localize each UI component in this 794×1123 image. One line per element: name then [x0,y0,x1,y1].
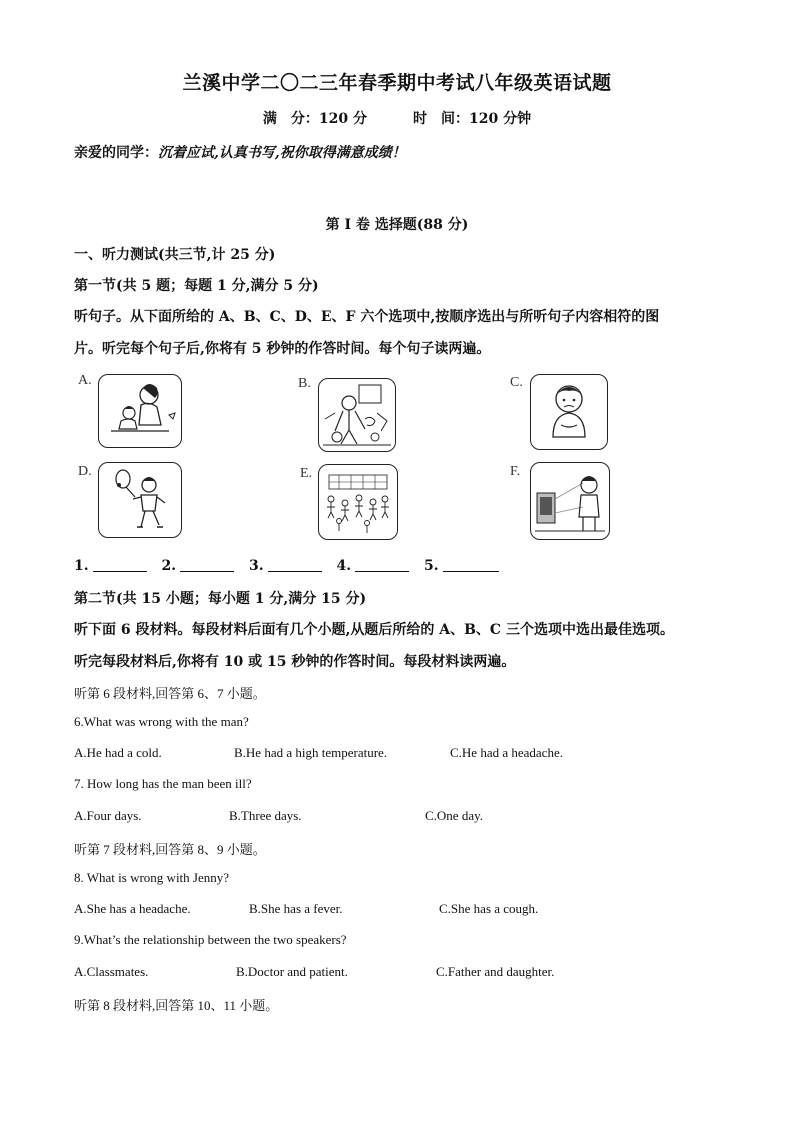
question-7-option-c[interactable]: C.One day. [425,808,484,823]
picture-letter-a: A. [78,373,92,388]
question-9: 9.What’s the relationship between the two speakers? [74,932,347,947]
answer-blank-5[interactable] [443,557,499,572]
section1-instruction-2: 片。听完每个句子后,你将有 5 秒钟的作答时间。每个句子读两遍。 [74,341,491,357]
blank-item: 4. [337,557,410,574]
greeting-prefix: 亲爱的同学： [74,145,158,161]
boy-watching-tv-icon [531,463,609,539]
messy-room-picture [318,378,396,452]
question-8-option-a[interactable]: A.She has a headache. [74,901,191,916]
tennis-player-icon [99,463,181,537]
picture-letter-e: E. [300,466,313,481]
material-note: 听第 8 段材料,回答第 10、11 小题。 [74,998,279,1013]
question-8: 8. What is wrong with Jenny? [74,870,230,885]
section2-instruction-1: 听下面 6 段材料。每段材料后面有几个小题,从题后所给的 A、B、C 三个选项中选出最佳选项。 [74,622,674,638]
answer-blank-4[interactable] [355,557,409,572]
picture-letter-d: D. [78,464,92,479]
material-note: 听第 7 段材料,回答第 8、9 小题。 [74,842,266,857]
crowd-icon [319,465,397,539]
question-8-option-c[interactable]: C.She has a cough. [439,901,539,916]
part1-title: 一、听力测试(共三节,计 25 分) [74,247,276,263]
blank-item: 5. [424,557,499,574]
question-7-option-b[interactable]: B.Three days. [229,808,302,823]
sick-boy-picture [530,374,608,450]
picture-letter-c: C. [510,375,523,390]
tennis-player-picture [98,462,182,538]
question-8-option-b[interactable]: B.She has a fever. [249,901,343,916]
question-9-option-a[interactable]: A.Classmates. [74,964,149,979]
greeting-text: 沉着应试,认真书写,祝你取得满意成绩！ [158,145,406,161]
greeting [74,142,406,162]
picture-letter-b: B. [298,376,311,391]
mother-child-study-picture [98,374,182,448]
material-note: 听第 6 段材料,回答第 6、7 小题。 [74,686,266,701]
answer-blank-2[interactable] [180,557,234,572]
full-score: 满 分：120 分 [262,111,367,127]
exam-time: 时 间：120 分钟 [413,111,532,127]
volume-title: 第 I 卷 选择题(88 分) [325,217,469,233]
question-7-option-a[interactable]: A.Four days. [74,808,142,823]
crowd-picture [318,464,398,540]
answer-blanks [74,557,509,574]
blank-item: 1. [74,557,147,574]
answer-blank-1[interactable] [93,557,147,572]
blank-item: 3. [249,557,322,574]
boy-watching-tv-picture [530,462,610,540]
mother-child-study-icon [99,375,181,447]
question-7: 7. How long has the man been ill? [74,776,252,791]
question-6-option-a[interactable]: A.He had a cold. [74,745,162,760]
question-9-option-b[interactable]: B.Doctor and patient. [236,964,348,979]
question-9-option-c[interactable]: C.Father and daughter. [436,964,555,979]
sick-boy-icon [531,375,607,449]
answer-blank-3[interactable] [268,557,322,572]
picture-letter-f: F. [510,464,521,479]
section2-instruction-2: 听完每段材料后,你将有 10 或 15 秒钟的作答时间。每段材料读两遍。 [74,654,516,670]
question-6-option-c[interactable]: C.He had a headache. [450,745,563,760]
section2-title: 第二节(共 15 小题；每小题 1 分,满分 15 分) [74,591,367,607]
question-6-option-b[interactable]: B.He had a high temperature. [234,745,388,760]
section1-title: 第一节(共 5 题；每题 1 分,满分 5 分) [74,278,319,294]
question-6: 6.What was wrong with the man? [74,714,249,729]
blank-item: 2. [162,557,235,574]
exam-title: 兰溪中学二〇二三年春季期中考试八年级英语试题 [182,72,612,94]
score-time-line [0,108,794,128]
section1-instruction-1: 听句子。从下面所给的 A、B、C、D、E、F 六个选项中,按顺序选出与所听句子内容相符的图 [74,309,660,325]
messy-room-icon [319,379,395,451]
